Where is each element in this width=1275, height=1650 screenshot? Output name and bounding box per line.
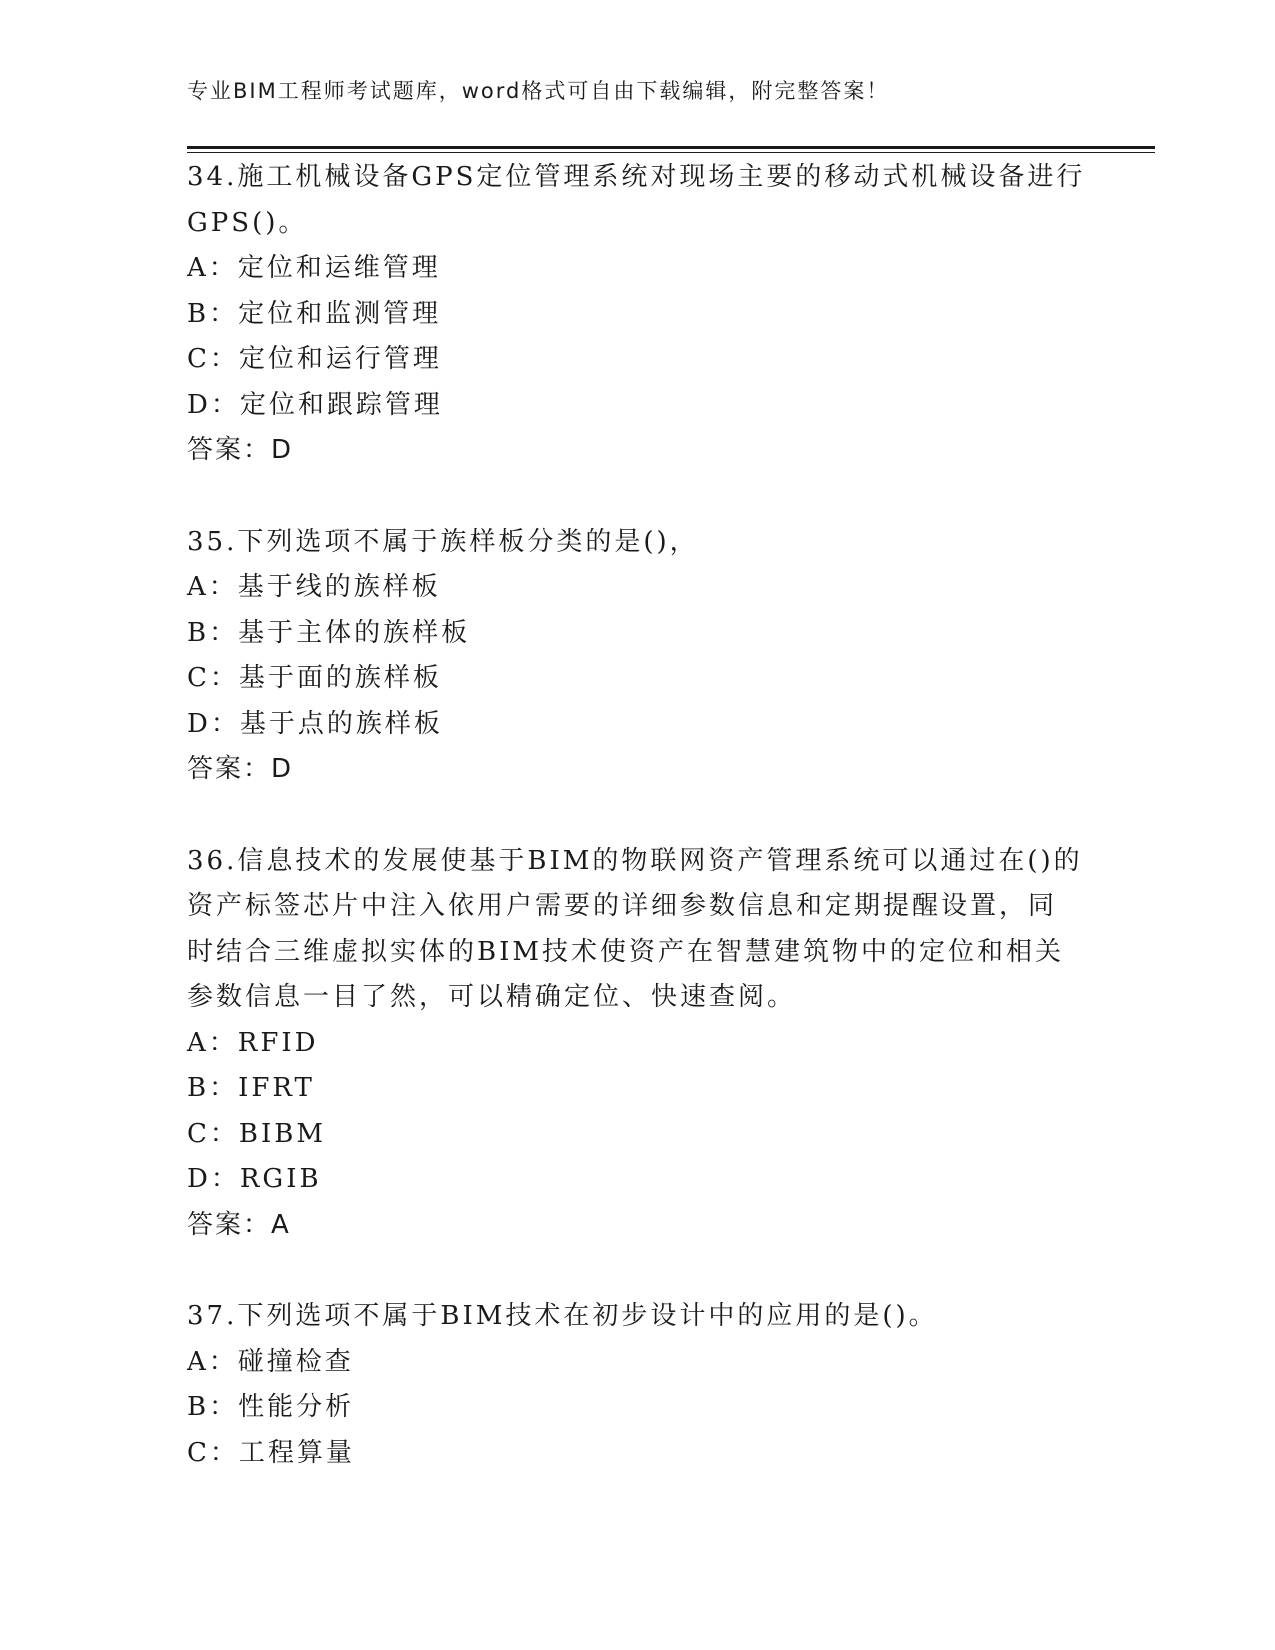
option-a: A：RFID <box>187 1027 319 1058</box>
option-b: B：性能分析 <box>187 1392 355 1422</box>
answer: 答案：D <box>187 754 294 784</box>
option-b: B：基于主体的族样板 <box>187 617 471 648</box>
answer: 答案：D <box>187 435 294 465</box>
question-text: 34.施工机械设备GPS定位管理系统对现场主要的移动式机械设备进行 <box>187 162 1086 192</box>
page-header: 专业BIM工程师考试题库，word格式可自由下载编辑，附完整答案！ <box>187 79 890 103</box>
spacer <box>187 1248 1087 1294</box>
question-text: 时结合三维虚拟实体的BIM技术使资产在智慧建筑物中的定位和相关 <box>187 936 1064 967</box>
question-37 <box>187 1294 1087 1476</box>
question-list <box>187 155 1087 1476</box>
question-text: 35.下列选项不属于族样板分类的是()， <box>187 526 699 557</box>
option-a: A：基于线的族样板 <box>187 572 441 602</box>
option-c: C：BIBM <box>187 1118 326 1149</box>
spacer <box>187 474 1087 520</box>
option-c: C：基于面的族样板 <box>187 663 442 693</box>
spacer <box>187 793 1087 839</box>
answer: 答案：A <box>187 1209 291 1240</box>
option-b: B：IFRT <box>187 1073 315 1103</box>
option-d: D：基于点的族样板 <box>187 708 443 739</box>
question-36 <box>187 839 1087 1249</box>
question-text: GPS()。 <box>187 207 308 238</box>
option-b: B：定位和监测管理 <box>187 298 442 329</box>
option-c: C：工程算量 <box>187 1437 355 1468</box>
question-text: 参数信息一目了然，可以精确定位、快速查阅。 <box>187 982 797 1012</box>
question-35 <box>187 520 1087 793</box>
option-c: C：定位和运行管理 <box>187 344 442 374</box>
option-d: D：RGIB <box>187 1164 322 1194</box>
question-34 <box>187 155 1087 474</box>
question-text: 37.下列选项不属于BIM技术在初步设计中的应用的是()。 <box>187 1301 938 1331</box>
header-rule-thick <box>187 146 1155 149</box>
header-rule-thin <box>187 152 1155 153</box>
question-text: 资产标签芯片中注入依用户需要的详细参数信息和定期提醒设置，同 <box>187 891 1058 921</box>
option-d: D：定位和跟踪管理 <box>187 389 443 420</box>
option-a: A：定位和运维管理 <box>187 253 441 283</box>
option-a: A：碰撞检查 <box>187 1346 354 1377</box>
question-text: 36.信息技术的发展使基于BIM的物联网资产管理系统可以通过在()的 <box>187 845 1083 876</box>
